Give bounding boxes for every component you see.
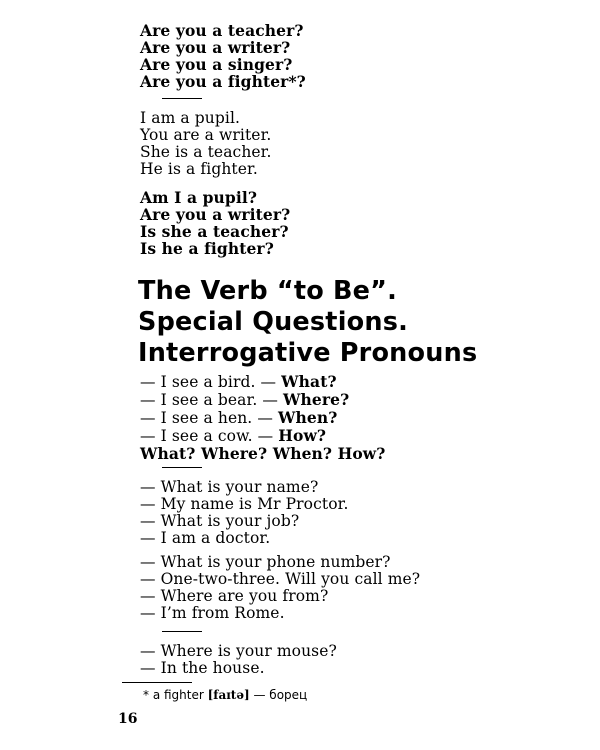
dialogue-line: — What is your job?: [140, 512, 300, 530]
question-words-summary: What? Where? When? How?: [140, 444, 386, 463]
question-line: Is he a fighter?: [140, 239, 274, 258]
question-word: When?: [278, 408, 338, 427]
dialogue-line: [140, 427, 385, 445]
section-heading: [138, 276, 477, 369]
question-line: Are you a writer?: [140, 205, 291, 224]
dialogue-text: — I see a bear. —: [140, 391, 283, 409]
question-words-dialogue: [140, 373, 385, 462]
footnote-translation: — борец: [253, 688, 308, 702]
question-line: Are you a writer?: [140, 38, 291, 57]
dialogue-line: — In the house.: [140, 659, 265, 677]
questions-block-2: [140, 189, 290, 257]
section-divider: [162, 631, 202, 632]
dialogue-text: — I see a bird. —: [140, 373, 282, 391]
section-divider: [162, 98, 202, 99]
question-word: Where?: [283, 390, 350, 409]
question-line: Are you a teacher?: [140, 21, 304, 40]
statements-block: [140, 110, 272, 178]
name-job-dialogue: [140, 479, 349, 547]
question-word: How?: [278, 426, 327, 445]
footnote-rule: [122, 682, 192, 683]
dialogue-line: — I’m from Rome.: [140, 604, 285, 622]
section-divider: [162, 467, 202, 468]
dialogue-line: — Where is your mouse?: [140, 642, 337, 660]
footnote: [143, 688, 307, 702]
page-number: 16: [118, 711, 138, 727]
dialogue-text: — I see a hen. —: [140, 409, 278, 427]
mouse-dialogue: [140, 643, 337, 677]
questions-block-1: [140, 22, 306, 90]
dialogue-line: [140, 373, 385, 391]
footnote-transcription: [faɪtə]: [207, 688, 250, 702]
footnote-marker: * a fighter: [143, 688, 204, 702]
phone-dialogue: [140, 554, 420, 622]
question-line: Is she a teacher?: [140, 222, 289, 241]
heading-line: The Verb “to Be”.: [138, 276, 397, 306]
dialogue-line: [140, 409, 385, 427]
question-line: Are you a fighter*?: [140, 72, 306, 91]
dialogue-text: — I see a cow. —: [140, 427, 279, 445]
dialogue-line: — What is your name?: [140, 478, 319, 496]
heading-line: Interrogative Pronouns: [138, 338, 478, 368]
dialogue-line: — Where are you from?: [140, 587, 329, 605]
dialogue-line: — I am a doctor.: [140, 529, 271, 547]
statement-line: You are a writer.: [140, 126, 272, 144]
statement-line: He is a fighter.: [140, 160, 258, 178]
dialogue-line: — My name is Mr Proctor.: [140, 495, 349, 513]
question-line: Are you a singer?: [140, 55, 293, 74]
dialogue-line: — One-two-three. Will you call me?: [140, 570, 421, 588]
statement-line: I am a pupil.: [140, 109, 241, 127]
statement-line: She is a teacher.: [140, 143, 272, 161]
question-line: Am I a pupil?: [140, 188, 258, 207]
question-word: What?: [281, 372, 337, 391]
dialogue-line: [140, 391, 385, 409]
dialogue-line: — What is your phone number?: [140, 553, 391, 571]
heading-line: Special Questions.: [138, 307, 408, 337]
